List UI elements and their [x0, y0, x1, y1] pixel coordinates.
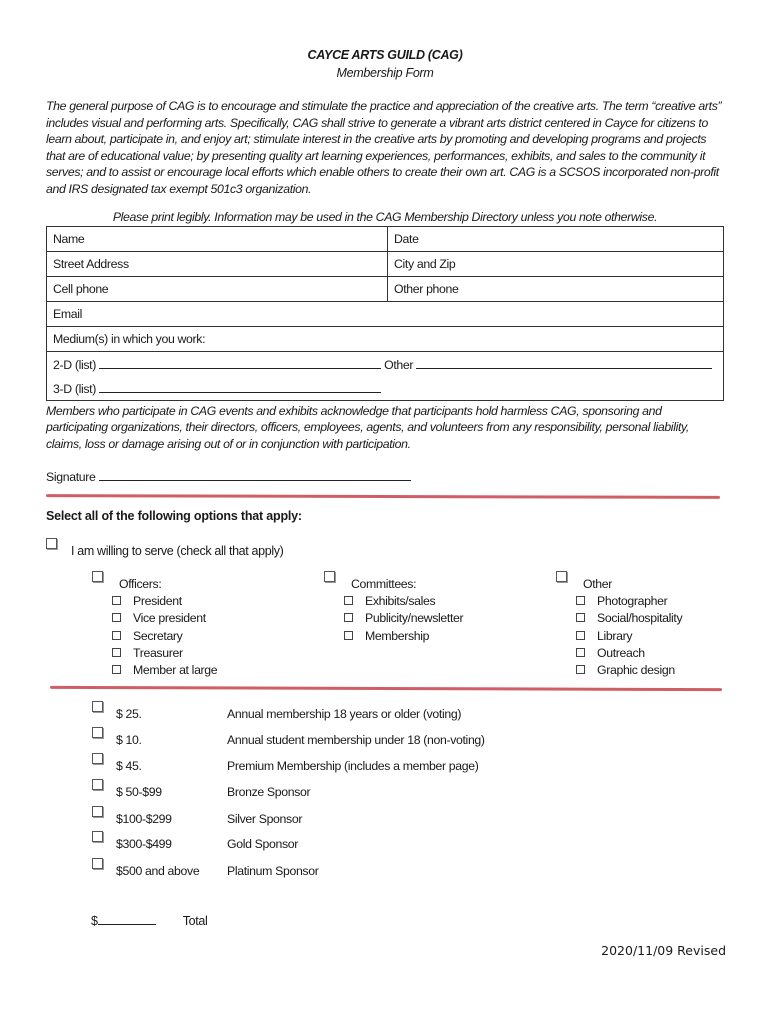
- serve-checkbox[interactable]: [46, 538, 57, 549]
- date-field[interactable]: [388, 227, 724, 252]
- signature-label: Signature: [46, 470, 96, 484]
- other-role-label: Library: [597, 628, 633, 643]
- other-medium-line[interactable]: [416, 356, 712, 369]
- officer-option-label: Secretary: [133, 628, 183, 643]
- fee-description: Annual student membership under 18 (non-voting): [227, 733, 485, 747]
- total-row: [91, 912, 207, 928]
- fee-description: Premium Membership (includes a member page): [227, 759, 479, 773]
- officer-option-label: President: [133, 594, 182, 609]
- street-label: Street Address: [53, 257, 129, 271]
- committee-option[interactable]: [344, 628, 463, 645]
- checkbox-icon[interactable]: [344, 596, 353, 605]
- checkbox-icon[interactable]: [344, 613, 353, 622]
- checkbox-icon[interactable]: [344, 631, 353, 640]
- officer-option-label: Treasurer: [133, 645, 183, 660]
- waiver-text: Members who participate in CAG events and exhibits acknowledge that participants hold harmless CAG, sponsoring and participating organizations, their directors, officers, employees, agents, and volunteers from any responsibility, personal liability, claims, loss or damage arising out of or in conjunction with participation.: [46, 404, 689, 451]
- other-roles-group: [576, 576, 682, 679]
- committees-checkbox[interactable]: [324, 571, 335, 582]
- form-title: CAYCE ARTS GUILD (CAG): [307, 48, 463, 62]
- fee-checkbox[interactable]: [92, 806, 103, 817]
- committee-option-label: Membership: [365, 628, 430, 643]
- member-info-table: [46, 226, 724, 401]
- other-role-option[interactable]: [576, 645, 682, 662]
- email-label: Email: [53, 307, 82, 321]
- other-role-option[interactable]: [576, 662, 682, 679]
- officer-option[interactable]: [112, 662, 217, 679]
- checkbox-icon[interactable]: [576, 648, 585, 657]
- checkbox-icon[interactable]: [112, 596, 121, 605]
- form-subtitle: Membership Form: [336, 66, 434, 80]
- checkbox-icon[interactable]: [112, 613, 121, 622]
- cell-label: Cell phone: [53, 282, 109, 296]
- two-d-label: 2-D (list): [53, 358, 96, 372]
- fee-description: Silver Sponsor: [227, 812, 303, 826]
- fee-description: Platinum Sponsor: [227, 864, 319, 878]
- other-roles-title: Other: [583, 577, 613, 591]
- date-label: Date: [394, 232, 419, 246]
- officer-option[interactable]: [112, 645, 217, 662]
- fee-checkbox[interactable]: [92, 831, 103, 842]
- cell-field[interactable]: [47, 277, 388, 302]
- officer-option-label: Vice president: [133, 611, 206, 626]
- committee-option[interactable]: [344, 593, 463, 610]
- officers-group: [112, 576, 217, 679]
- fee-checkbox[interactable]: [92, 753, 103, 764]
- committees-group: [344, 576, 463, 645]
- three-d-line[interactable]: [99, 380, 381, 393]
- print-note: Please print legibly. Information may be used in the CAG Membership Directory unless you note otherwise.: [112, 210, 658, 224]
- fee-checkbox[interactable]: [92, 779, 103, 790]
- fee-amount: $ 10.: [116, 733, 142, 747]
- fee-amount: $ 25.: [116, 707, 142, 721]
- other-role-option[interactable]: [576, 628, 682, 645]
- divider-line: [46, 494, 720, 499]
- intro-paragraph: The general purpose of CAG is to encourage and stimulate the practice and appreciation of the creative arts. The term “creative arts” includes visual and performing arts. Specifically, CAG shall strive to generate a vibrant arts district centered in Cayce for citizens to learn about, participate in, and enjoy art; stimulate interest in the creative arts by promoting and developing programs and projects that are of educational value; by presenting quality art learning experiences, performances, exhibits, and sales to the community it serves; and to assist or encourage local efforts which enable others to create their own art. CAG is a SCSOS incorporated non-profit and IRS designated tax exempt 501c3 organization.: [46, 99, 722, 196]
- two-d-line[interactable]: [99, 356, 381, 369]
- committee-option[interactable]: [344, 610, 463, 627]
- options-heading: Select all of the following options that apply:: [46, 509, 302, 523]
- other-role-label: Social/hospitality: [597, 611, 683, 626]
- three-d-row: [47, 376, 724, 401]
- other-phone-label: Other phone: [394, 282, 459, 296]
- checkbox-icon[interactable]: [576, 631, 585, 640]
- checkbox-icon[interactable]: [112, 648, 121, 657]
- fee-description: Bronze Sponsor: [227, 785, 311, 799]
- total-amount-line[interactable]: [98, 912, 156, 925]
- city-label: City and Zip: [394, 257, 456, 271]
- revision-date: 2020/11/09 Revised: [601, 943, 726, 958]
- fee-description: Annual membership 18 years or older (voting): [227, 707, 462, 721]
- other-roles-checkbox[interactable]: [556, 571, 567, 582]
- three-d-label: 3-D (list): [53, 382, 96, 396]
- committee-option-label: Exhibits/sales: [365, 594, 436, 609]
- total-dollar-sign: $: [91, 914, 98, 928]
- checkbox-icon[interactable]: [576, 613, 585, 622]
- two-d-row: [47, 352, 724, 377]
- officer-option[interactable]: [112, 628, 217, 645]
- medium-label: Medium(s) in which you work:: [53, 332, 206, 346]
- other-role-option[interactable]: [576, 610, 682, 627]
- officer-option-label: Member at large: [133, 663, 218, 678]
- checkbox-icon[interactable]: [576, 596, 585, 605]
- name-field[interactable]: [47, 227, 388, 252]
- fee-description: Gold Sponsor: [227, 837, 298, 851]
- total-label: Total: [182, 914, 208, 928]
- divider-line: [50, 686, 722, 691]
- checkbox-icon[interactable]: [112, 631, 121, 640]
- street-field[interactable]: [47, 252, 388, 277]
- fee-amount: $500 and above: [116, 864, 200, 878]
- officer-option[interactable]: [112, 610, 217, 627]
- fee-amount: $100-$299: [116, 812, 172, 826]
- checkbox-icon[interactable]: [576, 665, 585, 674]
- checkbox-icon[interactable]: [112, 665, 121, 674]
- other-role-label: Photographer: [597, 594, 668, 609]
- city-field[interactable]: [388, 252, 724, 277]
- medium-field: [47, 327, 724, 352]
- serve-label: I am willing to serve (check all that apply): [71, 544, 284, 558]
- other-medium-label: Other: [384, 358, 414, 372]
- name-label: Name: [53, 232, 85, 246]
- signature-row: [46, 468, 411, 484]
- committee-option-label: Publicity/newsletter: [365, 611, 464, 626]
- fee-amount: $ 50-$99: [116, 785, 162, 799]
- other-role-label: Graphic design: [597, 663, 675, 678]
- fee-checkbox[interactable]: [92, 858, 103, 869]
- other-role-option[interactable]: [576, 593, 682, 610]
- other-role-label: Outreach: [597, 645, 645, 660]
- email-field[interactable]: [47, 302, 724, 327]
- other-phone-field[interactable]: [388, 277, 724, 302]
- committees-title: Committees:: [351, 577, 417, 591]
- fee-checkbox[interactable]: [92, 727, 103, 738]
- fee-amount: $ 45.: [116, 759, 142, 773]
- officer-option[interactable]: [112, 593, 217, 610]
- officers-title: Officers:: [119, 577, 162, 591]
- fee-amount: $300-$499: [116, 837, 172, 851]
- officers-checkbox[interactable]: [92, 571, 103, 582]
- fee-checkbox[interactable]: [92, 701, 103, 712]
- signature-line[interactable]: [99, 468, 411, 481]
